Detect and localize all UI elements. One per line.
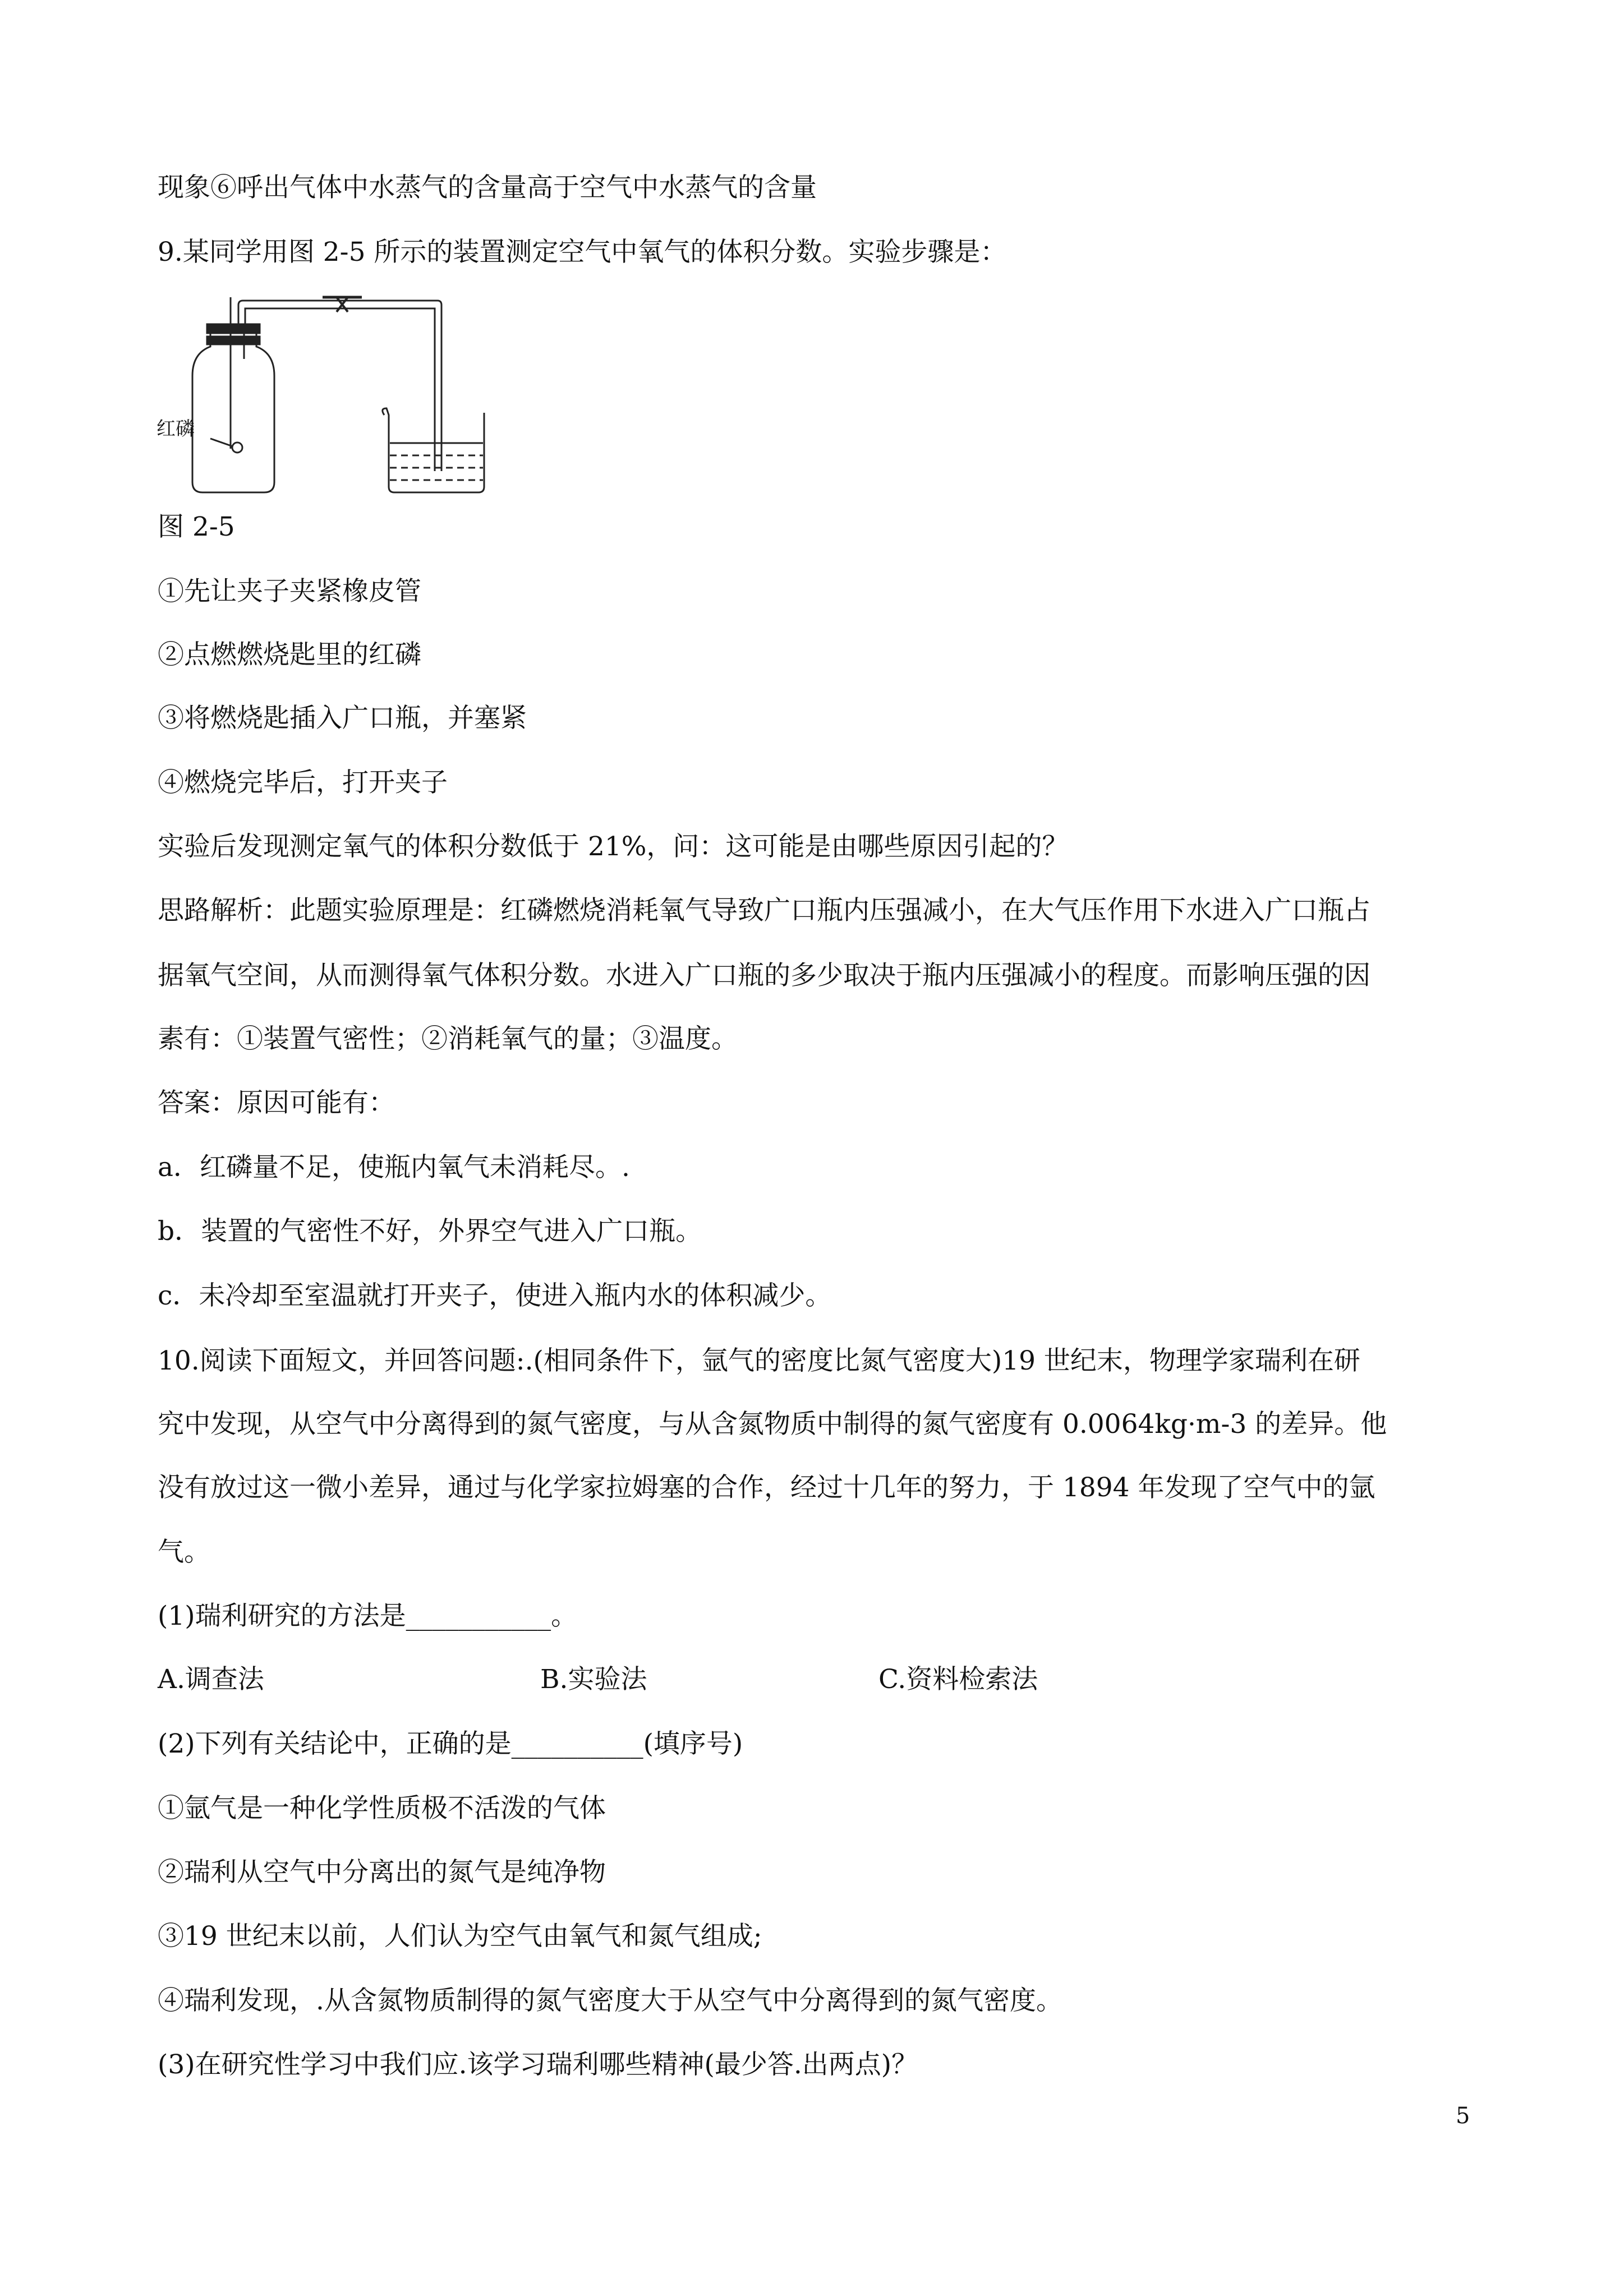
question-10-text: 究中发现，从空气中分离得到的氮气密度，与从含氮物质中制得的氮气密度有 0.0064kg·m-3 的差异。他: [158, 1409, 1387, 1440]
option-c: C.资料检索法: [878, 1664, 1038, 1695]
sub-question-1: (1)瑞利研究的方法是___________。: [158, 1601, 578, 1631]
statement-1: ①氩气是一种化学性质极不活泼的气体: [158, 1793, 606, 1824]
option-a: A.调查法: [158, 1664, 264, 1695]
answer-a: a．红磷量不足，使瓶内氧气未消耗尽。.: [158, 1152, 630, 1183]
step-1: ①先让夹子夹紧橡皮管: [158, 576, 421, 607]
apparatus-figure: [154, 280, 502, 505]
step-3: ③将燃烧匙插入广口瓶，并塞紧: [158, 703, 527, 734]
statement-4: ④瑞利发现，.从含氮物质制得的氮气密度大于从空气中分离得到的氮气密度。: [158, 1985, 1062, 2016]
red-phosphorus-label: 红磷: [157, 418, 195, 440]
analysis-line: 据氧气空间，从而测得氧气体积分数。水进入广口瓶的多少取决于瓶内压强减小的程度。而影响压强的因: [158, 960, 1370, 991]
question-9-stem: 9.某同学用图 2-5 所示的装置测定空气中氧气的体积分数。实验步骤是：: [158, 237, 1007, 268]
question-10-text: 气。: [158, 1537, 210, 1567]
answer-heading: 答案：原因可能有：: [158, 1087, 395, 1118]
analysis-line: 思路解析：此题实验原理是：红磷燃烧消耗氧气导致广口瓶内压强减小，在大气压作用下水进入广口瓶占: [158, 895, 1370, 926]
sub-question-3: (3)在研究性学习中我们应.该学习瑞利哪些精神(最少答.出两点)？: [158, 2049, 918, 2080]
step-4: ④燃烧完毕后，打开夹子: [158, 767, 448, 798]
question-10-text: 没有放过这一微小差异，通过与化学家拉姆塞的合作，经过十几年的努力，于 1894 年发现了空气中的氩: [158, 1472, 1375, 1503]
answer-b: b．装置的气密性不好，外界空气进入广口瓶。: [158, 1216, 702, 1247]
step-2: ②点燃燃烧匙里的红磷: [158, 639, 421, 670]
question-10-text: 10.阅读下面短文，并回答问题:.(相同条件下，氩气的密度比氮气密度大)19 世纪末，物理学家瑞利在研: [158, 1345, 1360, 1376]
analysis-line: 素有：①装置气密性；②消耗氧气的量；③温度。: [158, 1023, 738, 1054]
statement-3: ③19 世纪末以前，人们认为空气由氧气和氮气组成;: [158, 1921, 762, 1952]
sub-question-2: (2)下列有关结论中，正确的是__________(填序号): [158, 1728, 743, 1759]
question-9-prompt: 实验后发现测定氧气的体积分数低于 21%，问：这可能是由哪些原因引起的？: [158, 831, 1069, 862]
statement-2: ②瑞利从空气中分离出的氮气是纯净物: [158, 1857, 606, 1888]
text-line: 现象⑥呼出气体中水蒸气的含量高于空气中水蒸气的含量: [158, 172, 817, 203]
answer-c: c．未冷却至室温就打开夹子，使进入瓶内水的体积减少。: [158, 1280, 832, 1311]
option-b: B.实验法: [540, 1664, 647, 1695]
page-number: 5: [1456, 2103, 1470, 2129]
figure-caption: 图 2-5: [158, 511, 235, 542]
